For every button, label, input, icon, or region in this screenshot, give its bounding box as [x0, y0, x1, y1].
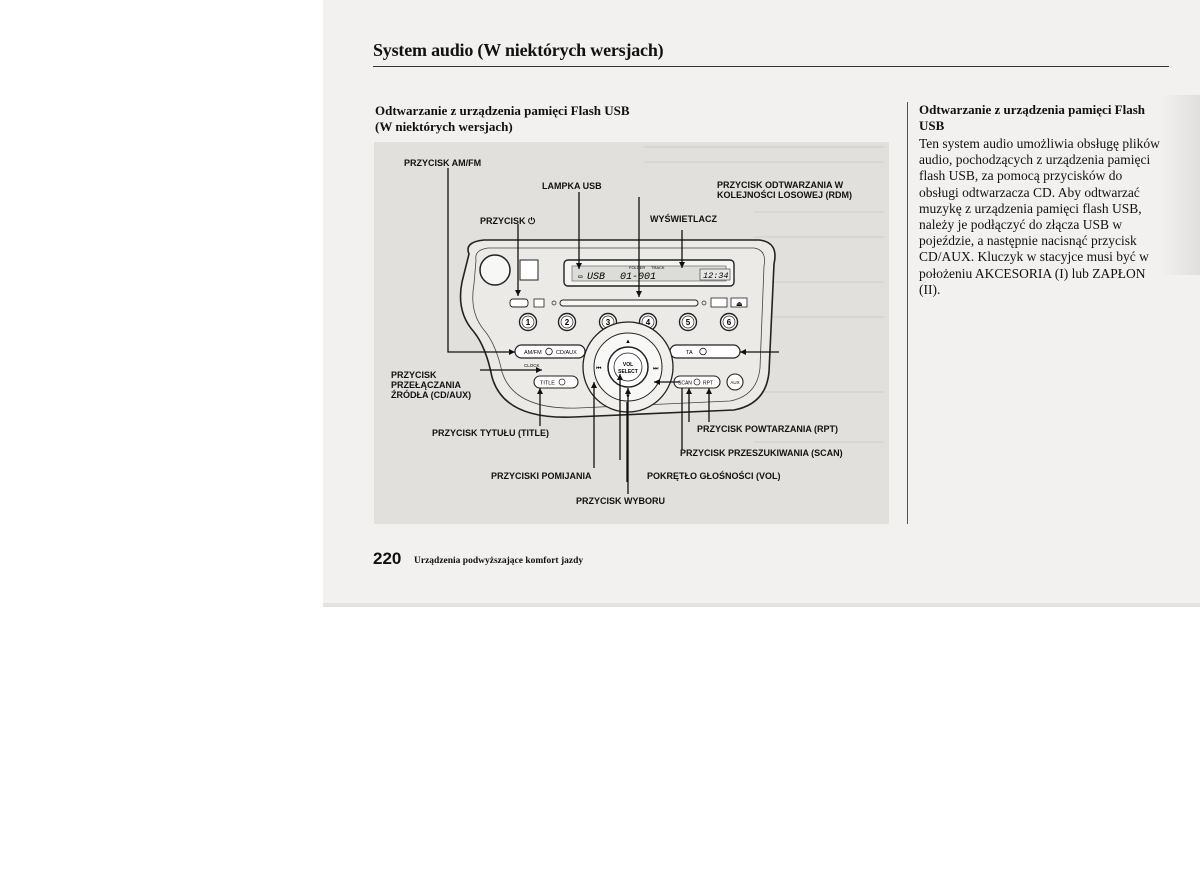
label-source-switch: PRZYCISK PRZEŁĄCZANIA ŹRÓDŁA (CD/AUX) [391, 370, 472, 400]
page-number: 220 [373, 549, 402, 568]
audio-unit-figure [374, 142, 889, 524]
svg-text:5: 5 [685, 318, 691, 327]
page-title: System audio (W niektórych wersjach) [373, 40, 664, 60]
display-folder: FOLDER [629, 265, 646, 270]
footer-section: Urządzenia podwyższające komfort jazdy [414, 556, 584, 566]
random-button[interactable] [711, 298, 727, 307]
power-knob[interactable] [480, 255, 510, 285]
label-select: PRZYCISK WYBORU [576, 496, 666, 506]
svg-text:3: 3 [605, 318, 611, 327]
left-subheading: Odtwarzanie z urządzenia pamięci Flash USB (W niektórych wersjach) [375, 103, 630, 134]
svg-text:⏮: ⏮ [596, 366, 602, 372]
svg-text:TITLE: TITLE [540, 380, 555, 387]
label-title-button: PRZYCISK TYTUŁU (TITLE) [432, 428, 549, 438]
right-heading: Odtwarzanie z urządzenia pamięci Flash USB [919, 102, 1146, 133]
label-volume: POKRĘTŁO GŁOŚNOŚCI (VOL) [647, 471, 781, 481]
display-track: 01-001 [620, 272, 657, 283]
svg-text:6: 6 [726, 318, 732, 327]
svg-text:CLOCK: CLOCK [524, 363, 540, 368]
svg-text:⏏: ⏏ [736, 301, 743, 308]
svg-text:2: 2 [564, 318, 570, 327]
svg-text:▼: ▼ [625, 394, 631, 400]
ta-bar[interactable] [670, 345, 740, 358]
label-repeat: PRZYCISK POWTARZANIA (RPT) [697, 424, 838, 434]
display-time: 12:34 [703, 271, 729, 281]
svg-text:▭: ▭ [578, 274, 583, 280]
title-rule [373, 66, 1169, 67]
next-page-bleed [1160, 95, 1200, 275]
svg-text:⏭: ⏭ [653, 366, 659, 372]
svg-text:1: 1 [525, 318, 531, 327]
svg-text:SELECT: SELECT [618, 369, 638, 375]
label-display: WYŚWIETLACZ [650, 214, 717, 224]
svg-text:CD/AUX: CD/AUX [556, 350, 577, 356]
mode-icon [520, 260, 538, 280]
label-usb-lamp: LAMPKA USB [542, 181, 602, 191]
right-body-text: Ten system audio umożliwia obsługę plików audio, pochodzących z urządzenia pamięci flash USB, za pomocą przycisków do obsługi odtwarzacza CD. Aby odtwarzać muzykę z urządzenia pamięci flash USB, należy je podłączyć do złącza USB w pojeździe, a następnie nacisnąć przycisk CD/AUX. Kluczyk w stacyjce musi być w położeniu AKCESORIA (I) lub ZAPŁON (II). [919, 136, 1160, 297]
svg-text:AM/FM: AM/FM [524, 350, 542, 356]
label-scan: PRZYCISK PRZESZUKIWANIA (SCAN) [680, 448, 843, 458]
svg-text:TA: TA [686, 350, 693, 356]
label-random: PRZYCISK ODTWARZANIA W KOLEJNOŚCI LOSOWEJ (RDM) [717, 180, 853, 200]
svg-text:RPT: RPT [703, 380, 713, 387]
label-power: PRZYCISK ⏻ [480, 216, 536, 226]
svg-text:SCAN: SCAN [678, 380, 692, 387]
cd-slot [560, 300, 698, 306]
column-divider [907, 102, 908, 524]
display-track-label: TRACK [651, 265, 665, 270]
display-usb: USB [587, 272, 606, 283]
svg-text:VOL: VOL [622, 362, 634, 368]
page-edge-shadow [323, 603, 1200, 607]
svg-text:AUX: AUX [730, 380, 740, 385]
svg-text:▲: ▲ [625, 339, 631, 345]
svg-text:4: 4 [645, 318, 651, 327]
label-am-fm: PRZYCISK AM/FM [404, 158, 482, 168]
label-skip: PRZYCISKI POMIJANIA [491, 471, 592, 481]
